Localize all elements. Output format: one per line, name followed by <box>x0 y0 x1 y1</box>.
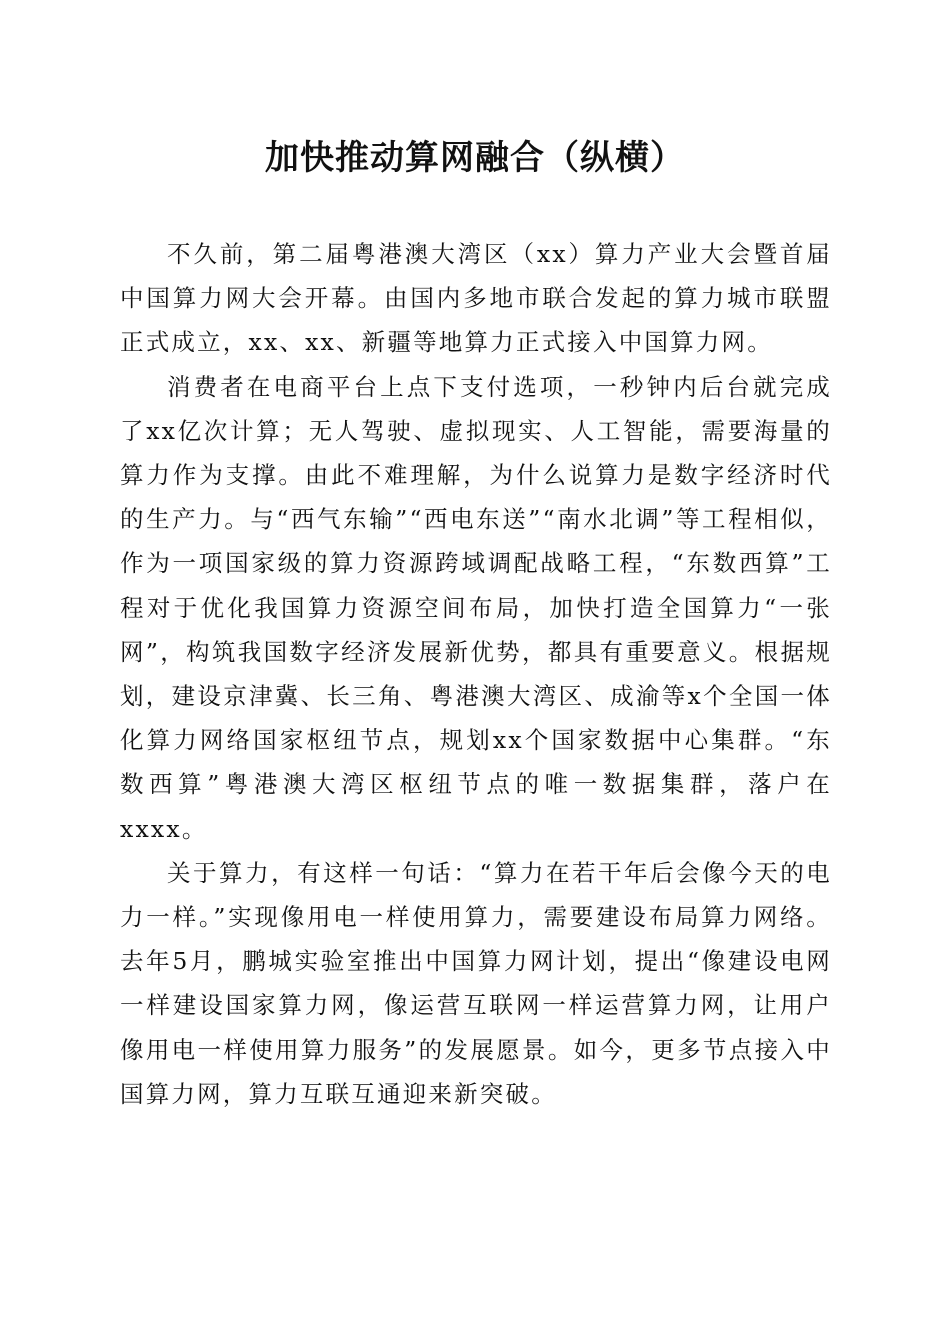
paragraph-1: 不久前，第二届粤港澳大湾区（xx）算力产业大会暨首届中国算力网大会开幕。由国内多地市联合发起的算力城市联盟正式成立，xx、xx、新疆等地算力正式接入中国算力网。 <box>120 240 832 357</box>
document-title: 加快推动算网融合（纵横） <box>265 138 685 178</box>
paragraph-2: 消费者在电商平台上点下支付选项，一秒钟内后台就完成了xx亿次计算；无人驾驶、虚拟现实、人工智能，需要海量的算力作为支撑。由此不难理解，为什么说算力是数字经济时代的生产力。与“西气东输”“西电东送”“南水北调”等工程相似，作为一项国家级的算力资源跨域调配战略工程，“东数西算”工程对于优化我国算力资源空间布局，加快打造全国算力“一张网”，构筑我国数字经济发展新优势，都具有重要意义。根据规划，建设京津冀、长三角、粤港澳大湾区、成渝等x个全国一体化算力网络国家枢纽节点，规划xx个国家数据中心集群。“东数西算”粤港澳大湾区枢纽节点的唯一数据集群，落户在xxxx。 <box>120 372 832 843</box>
paragraph-3: 关于算力，有这样一句话：“算力在若干年后会像今天的电力一样。”实现像用电一样使用算力，需要建设布局算力网络。去年5月，鹏城实验室推出中国算力网计划，提出“像建设电网一样建设国家算力网，像运营互联网一样运营算力网，让用户像用电一样使用算力服务”的发展愿景。如今，更多节点接入中国算力网，算力互联互通迎来新突破。 <box>120 858 832 1108</box>
document-body <box>120 232 832 1116</box>
